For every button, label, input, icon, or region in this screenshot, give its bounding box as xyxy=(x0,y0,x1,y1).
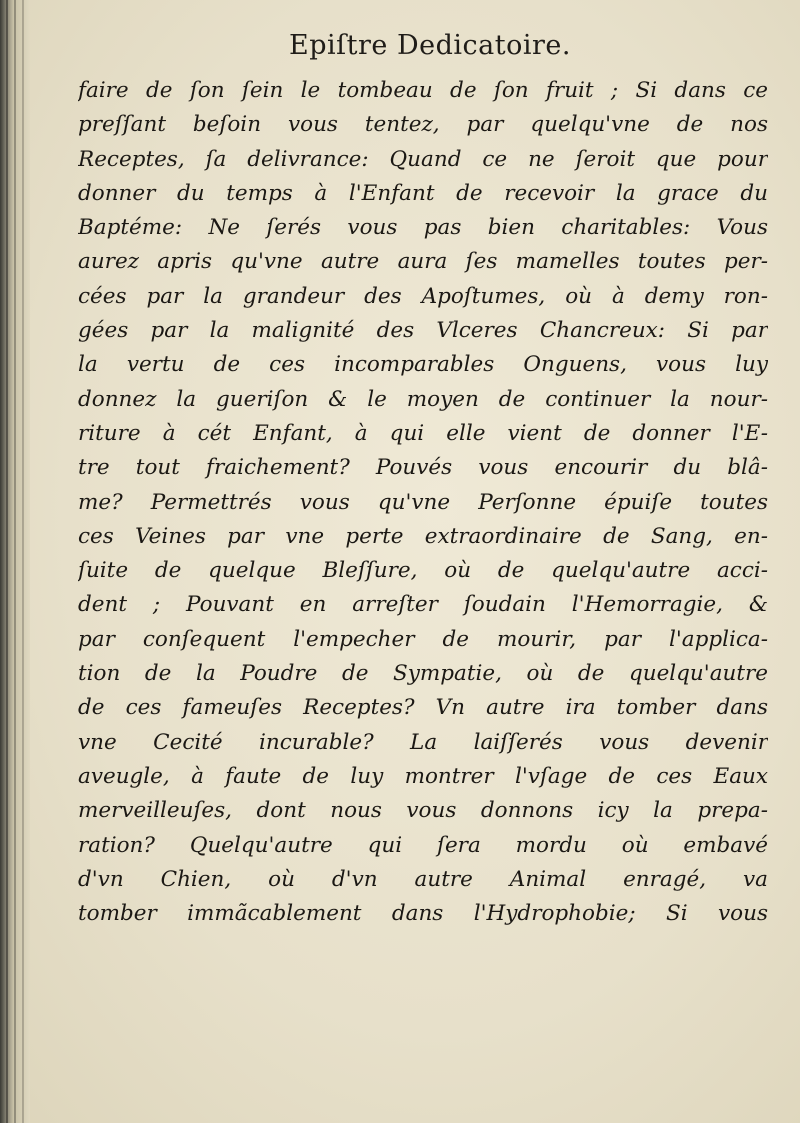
book-gutter xyxy=(0,0,30,1123)
text-line: ces Veines par vne perte extraordinaire de Sang, en- xyxy=(78,523,768,549)
text-line: ſuite de quelque Bleſſure, où de quelqu'autre acci- xyxy=(78,558,768,584)
text-line: tomber immãcablement dans l'Hydrophobie; Si vous xyxy=(78,901,768,927)
text-line: la vertu de ces incomparables Onguens, vous luy xyxy=(78,352,768,378)
running-head: Epiſtre Dedicatoire. xyxy=(289,30,571,61)
text-line: aveugle, à faute de luy montrer l'vſage de ces Eaux xyxy=(78,763,768,789)
gutter-edge-line xyxy=(22,0,24,1123)
text-line: tion de la Poudre de Sympatie, où de quelqu'autre xyxy=(78,661,768,687)
text-line: dent ; Pouvant en arreſter ſoudain l'Hemorragie, & xyxy=(78,592,768,618)
text-line: par conſequent l'empecher de mourir, par l'applica- xyxy=(78,626,768,652)
text-line: aurez apris qu'vne autre aura ſes mamelles toutes per- xyxy=(78,249,768,275)
text-line: preſſant beſoin vous tentez, par quelqu'vne de nos xyxy=(78,112,768,138)
text-line: ration? Quelqu'autre qui ſera mordu où embavé xyxy=(78,832,768,858)
text-line: Receptes, ſa delivrance: Quand ce ne ſeroit que pour xyxy=(78,146,768,172)
text-line: Baptéme: Ne ſerés vous pas bien charitables: Vous xyxy=(78,215,768,241)
text-line: me? Permettrés vous qu'vne Perſonne épuiſe toutes xyxy=(78,489,768,515)
gutter-edge-line xyxy=(6,0,8,1123)
text-line: merveilleuſes, dont nous vous donnons icy la prepa- xyxy=(78,798,768,824)
text-line: cées par la grandeur des Apoſtumes, où à demy ron- xyxy=(78,283,768,309)
text-line: de ces fameuſes Receptes? Vn autre ira tomber dans xyxy=(78,695,768,721)
text-line: tre tout fraichement? Pouvés vous encourir du blâ- xyxy=(78,455,768,481)
body-text xyxy=(78,74,768,931)
gutter-edge-line xyxy=(14,0,16,1123)
text-line: faire de ſon ſein le tombeau de ſon fruit ; Si dans ce xyxy=(78,78,768,103)
text-line: vne Cecité incurable? La laiſſerés vous devenir xyxy=(78,729,768,755)
text-line: d'vn Chien, où d'vn autre Animal enragé, va xyxy=(78,866,768,892)
text-line: gées par la malignité des Vlceres Chancreux: Si par xyxy=(78,318,768,344)
text-line: riture à cét Enfant, à qui elle vient de donner l'E- xyxy=(78,420,768,446)
text-line: donner du temps à l'Enfant de recevoir la grace du xyxy=(78,180,768,206)
text-line: donnez la gueriſon & le moyen de continuer la nour- xyxy=(78,386,768,412)
